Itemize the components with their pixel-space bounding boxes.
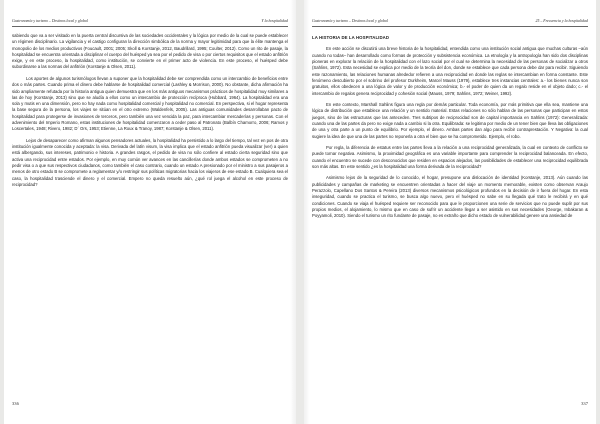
paragraph: Los aportes de algunos turismólogos llevan a suponer que la hospitalidad debe ser comprendida como un intercambio de beneficios entre dos o más partes. Cuando prima el dinero debe hablarse de hospitalidad comercial (Lashley & Morrison, 2000). No obstante, dicha afirmación ha sido ampliamente refutada por la historia antigua quien demuestra que en los más antiguos mecanismos prácticos de hospitalidad muy similares a las de hoy (Korstanje, 2013) sino que se aludía a ellos como un intercambio de protección recíproca (Hubbard, 1964). La hospitalidad era una sola y mutis en una dimensión, pero no hay nada como hospitalidad comercial y hospitalidad no comercial. En perspectiva, si el hogar representa la base segura de la persona, los viajes se sitúan en el otro extremo (Waldenfels, 2005). Las antiguas comunidades desarrollaban pacto de hospitalidad para protegerse de invasiones de terceros, pero también una vez vencida la paz, para intercambiar mercaderías y personas. Con el advenimiento del Imperio Romano, estas instituciones de hospitalidad comenzaron a ceder paso al Patronato (Balbín Chamorro, 2006; Ramos y Loscertales, 1948; Rivero, 1982; D´ Ors, 1953; Etienne, La Roux & Tranoy, 1987; Korstanje & Olsen, 2011). (12, 75, 288, 132)
paragraph: sabiendo que va a ser visitado en la puerta central discursiva de las sociedades occidentales y la lógica por medio de la cual se puede establecer un régimen disciplinario. La vigilancia y el castigo configuran la dirección simbólica de la norma y mayor legitimidad para que la élite mantenga el monopolio de los medios productivos (Foucault, 2001; 2005; Skoll & Korstanje, 2012, Baudrillard, 1995; Coulter, 2012). Como un rito de pasaje, la hospitalidad se encuentra orientada a disciplinar el cuerpo del huésped ya sea por el pedido de visa o por ciertos requisitos que el estado anfitrión exige, y en este proceso, la hospitalidad, como institución, se convierte en el primer acto de violencia. En este proceso, el huésped debe subordinarse a las normas del anfitrión (Korstanje & Olsen, 2011). (12, 33, 288, 70)
page-number: 337 (581, 401, 588, 406)
right-page-body (312, 35, 588, 225)
left-page (4, 0, 296, 424)
page-number: 336 (12, 401, 19, 406)
gutter-shadow (304, 0, 310, 424)
section-title: LA HISTORIA DE LA HOSPITALIDAD (312, 35, 390, 40)
left-page-body (12, 33, 288, 193)
header-rule (312, 26, 588, 27)
running-head-right: Y la hospitalidad (261, 19, 288, 23)
right-page (304, 0, 596, 424)
header-rule (12, 26, 288, 27)
paragraph: Lejos de desaparecer como afirman algunos pensadores actuales, la hospitalidad ha persistido a lo largo del tiempo, tal vez en pos de otra institución igualmente conocida y aceptada: la visa. Derivada del latín visum, la visa implica que el estado anfitrión pueda visualizar (ver) a quien está albergando, sus intereses, patrimonio e historia. A grandes rasgos, el pedido de visa no sólo confiere al estado cierta seguridad sino que activa una reciprocidad entre estados. Por ejemplo, en muy común ver avances en las cancillerías donde ambos estados se comprometen a no pedir visa o a que sus respectivos ciudadanos, como también el caso contrario, cuando un estado A presionado por el ministro a sus pasajeros a menos de otro estado B se compromete a reglamentar y/o restringir sus políticas migratorias hacia los viajeros de ese estado B. Cualquiera sea el caso, la hospitalidad trasciende el dinero y el comercial. Empero no queda resuelto aún, ¿qué rol juega el alcohol en este proceso de reciprocidad? (12, 137, 288, 187)
paragraph: En este acción se discutirá una breve historia de la hospitalidad, entendida como una institución social antigua que muchas culturas –aún cuando no todas– han desarrollado como formas de protección y subsistencia económica. La etnología y la antropología han sido dos disciplinas pioneras en explorar la relación de la hospitalidad con el lazo social por el cual se determina la necesidad de las personas de socializar a otros (Sahlins, 1972). Esta necesidad se explica por medio de la teoría del don, donde se establece que cada persona debe dar para recibir. Siguiendo este razonamiento, las relaciones humanas alrededor refieren a una reciprocidad en donde las reglas se intercambian en forma constante. Este fenómeno descubierto por el sobrino del profesor Durkheim, Marcel Mauss (1979), establece tres instancias centrales: a.- los bienes nunca son gratuitos, ellos obedecen a una lógica de valor y de producción económica; b.- el poder de quien da un regalo reside en el objeto dado; c.- el intercambio de regalos genera reciprocidad y cohesión social (Mauss, 1979; Sahlins, 1972; Weiner, 1992). (312, 46, 588, 96)
paragraph: Asimismo lejos de la seguridad de lo conocido, el hogar, presupone una dislocación de identidad (Korstanje, 2013). Aún cuando las publicidades y campañas de marketing se encuentren orientadas a hacer del viaje un momento memorable, existen como observan Araujo Perazzolo, Capellano Dos Santos & Pereira (2013) diversos mecanismos psicológicos profundos en la decisión de ir fuera del hogar. En esta inseguridad, cuando se practica el turismo, se busca algo nuevo, pero el huésped no sabe en su llegada qué trato le recibirá y en qué condiciones. Cuando se viaja el huésped requiere ser reconocido para que le proporcionen una serie de servicios que no puede suplir por sus propios medios, el alojamiento, lo mismo que en caso de sufrir un accidente llegar a ser asistido en sus necesidades (George, Inbakaran & Poyyamoli, 2010). Siendo el turismo un rito fundante de pasaje, no es extraño que dicho estado de vulnerabilidad genere una ansiedad de (312, 175, 588, 219)
running-head-right: 25 – Frecuencia y la hospitalidad (535, 19, 588, 23)
running-head-left: Gastronomía y turismo – Destinos local y global (312, 19, 388, 23)
paragraph: Por regla, la diferencia de estatus entre las partes lleva a la relación a una reciprocidad generalizada, la cual en contexto de conflicto se puede tornar negativa. Asimismo, la proximidad geográfica es una variable importante para comprender la reciprocidad balanceada. En efecto, cuando el encuentro se sucede con desconocidos que residen en espacios alejados, las posibilidades de establecer una reciprocidad equilibrada son más altas. En este sentido ¿es la hospitalidad una forma derivada de la reciprocidad? (312, 145, 588, 169)
running-head-left: Gastronomía y turismo – Destinos local y global (12, 19, 88, 23)
gutter-shadow (290, 0, 296, 424)
paragraph: En este contexto, Marshall Sahlins figura una regla por demás particular. Toda economía, por más primitiva que ella sea, mantiene una lógica de distribución que establece una relación y un sentido material. Estas relaciones no sólo hablan de las personas que participan en estos juegos, sino de las estructuras que las anteceden. Tres subtipos de reciprocidad son de capital importancia en Sahlins (1972): Generalizada: cuando una de las partes da pero no exige nada a cambio si la otra. Equilibrada: se legitima por medio de un tener bien que lleva las obligaciones de una y otra parte a un punto de equilibrio. Por ejemplo, el dinero. Ambas partes dan algo para recibir contraprestación. Y Negativa: la cual sugiere la idea de que una de las partes no reponerla a otra el bien que se ha comprometido. Ejemplo, el robo. (312, 102, 588, 139)
